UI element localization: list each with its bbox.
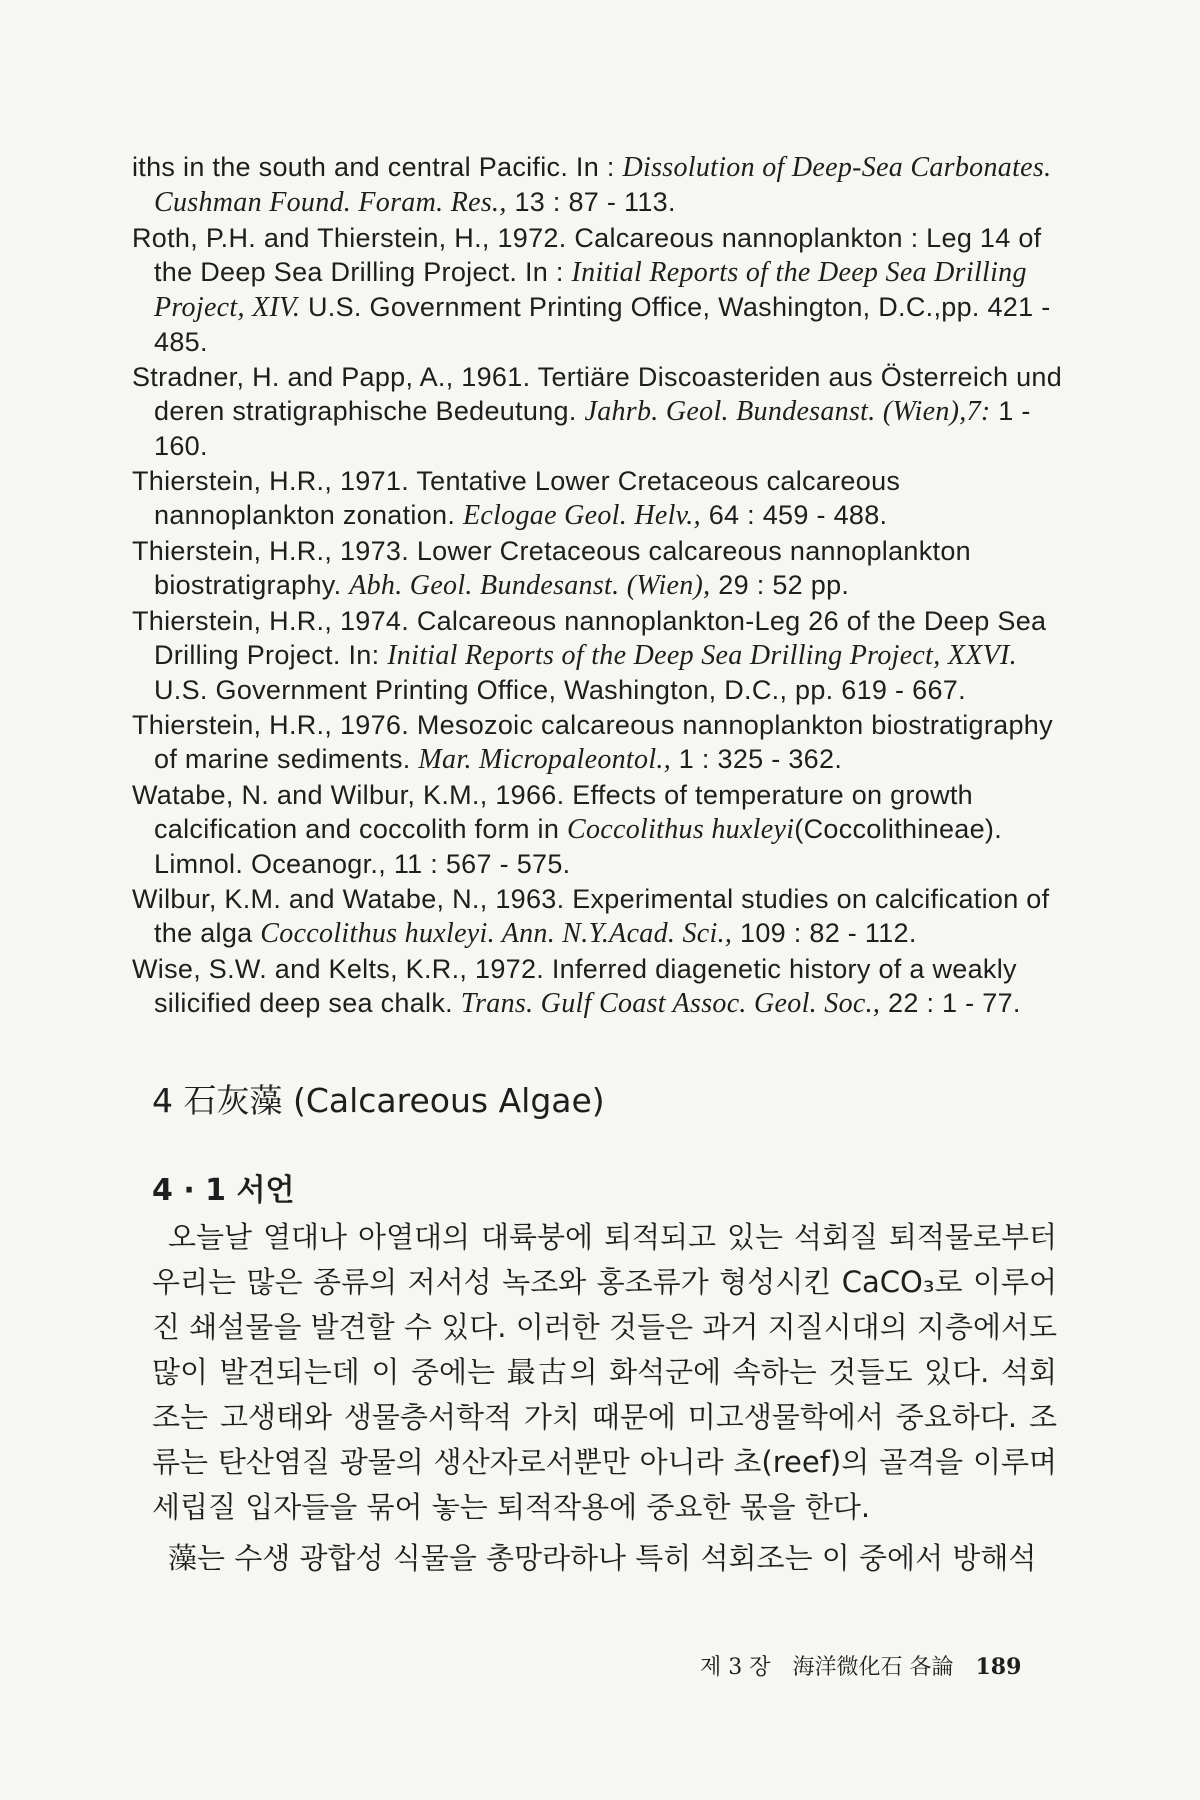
footer-chapter: 제 3 장 bbox=[700, 1655, 771, 1680]
footer-chapter-title: 海洋微化石 各論 bbox=[792, 1655, 954, 1680]
reference-entry: Thierstein, H.R., 1973. Lower Cretaceous calcareous nannoplankton biostratigraphy. Abh. Geol. Bundesanst. (Wien), 29 : 52 pp. bbox=[132, 536, 971, 601]
reference-entry: Thierstein, H.R., 1971. Tentative Lower Cretaceous calcareous nannoplankton zonation. Eclogae Geol. Helv., 64 : 459 - 488. bbox=[132, 466, 901, 531]
reference-entry: Stradner, H. and Papp, A., 1961. Tertiäre Discoasteriden aus Österreich und deren stratigraphische Bedeutung. Jahrb. Geol. Bundesanst. (Wien),7: 1 - 160. bbox=[132, 362, 1063, 461]
section-body bbox=[152, 1215, 1057, 1581]
reference-entry: Watabe, N. and Wilbur, K.M., 1966. Effects of temperature on growth calcification and coccolith form in Coccolithus huxleyi(Coccolithineae). Limnol. Oceanogr., 11 : 567 - 575. bbox=[132, 780, 1002, 879]
reference-entry: Wilbur, K.M. and Watabe, N., 1963. Experimental studies on calcification of the alga Coccolithus huxleyi. Ann. N.Y.Acad. Sci., 109 : 82 - 112. bbox=[132, 884, 1050, 949]
reference-list bbox=[132, 150, 1072, 1022]
body-paragraph: 藻는 수생 광합성 식물을 총망라하나 특히 석회조는 이 중에서 방해석 bbox=[168, 1541, 1037, 1575]
section-title: 4 石灰藻 (Calcareous Algae) bbox=[152, 1081, 605, 1120]
reference-entry: Roth, P.H. and Thierstein, H., 1972. Calcareous nannoplankton : Leg 14 of the Deep Sea Drilling Project. In : Initial Reports of the Deep Sea Drilling Project, XIV. U.S. Government Printing Office, Washington, D.C.,pp. 421 - 485. bbox=[132, 223, 1051, 357]
reference-entry: Thierstein, H.R., 1976. Mesozoic calcareous nannoplankton biostratigraphy of marine sediments. Mar. Micropaleontol., 1 : 325 - 362. bbox=[132, 710, 1053, 775]
reference-entry: Thierstein, H.R., 1974. Calcareous nannoplankton-Leg 26 of the Deep Sea Drilling Project. In: Initial Reports of the Deep Sea Drilling Project, XXVI. U.S. Government Printing Office, Washington, D.C., pp. 619 - 667. bbox=[132, 606, 1047, 705]
reference-entry: iths in the south and central Pacific. In : Dissolution of Deep-Sea Carbonates. Cushman Found. Foram. Res., 13 : 87 - 113. bbox=[132, 152, 1052, 218]
reference-entry: Wise, S.W. and Kelts, K.R., 1972. Inferred diagenetic history of a weakly silicified deep sea chalk. Trans. Gulf Coast Assoc. Geol. Soc., 22 : 1 - 77. bbox=[132, 954, 1021, 1019]
page-number: 189 bbox=[975, 1654, 1022, 1680]
subsection-title: 4 · 1 서언 bbox=[152, 1173, 295, 1208]
body-paragraph: 오늘날 열대나 아열대의 대륙붕에 퇴적되고 있는 석회질 퇴적물로부터 우리는 많은 종류의 저서성 녹조와 홍조류가 형성시킨 CaCO₃로 이루어진 쇄설물을 발견할 수 있다. 이러한 것들은 과거 지질시대의 지층에서도 많이 발견되는데 이 중에는 最古의 화석군에 속하는 것들도 있다. 석회조는 고생태와 생물층서학적 가치 때문에 미고생물학에서 중요하다. 조류는 탄산염질 광물의 생산자로서뿐만 아니라 초(reef)의 골격을 이루며 세립질 입자들을 묶어 놓는 퇴적작용에 중요한 몫을 한다. bbox=[152, 1220, 1057, 1524]
page-footer bbox=[700, 1650, 1021, 1681]
